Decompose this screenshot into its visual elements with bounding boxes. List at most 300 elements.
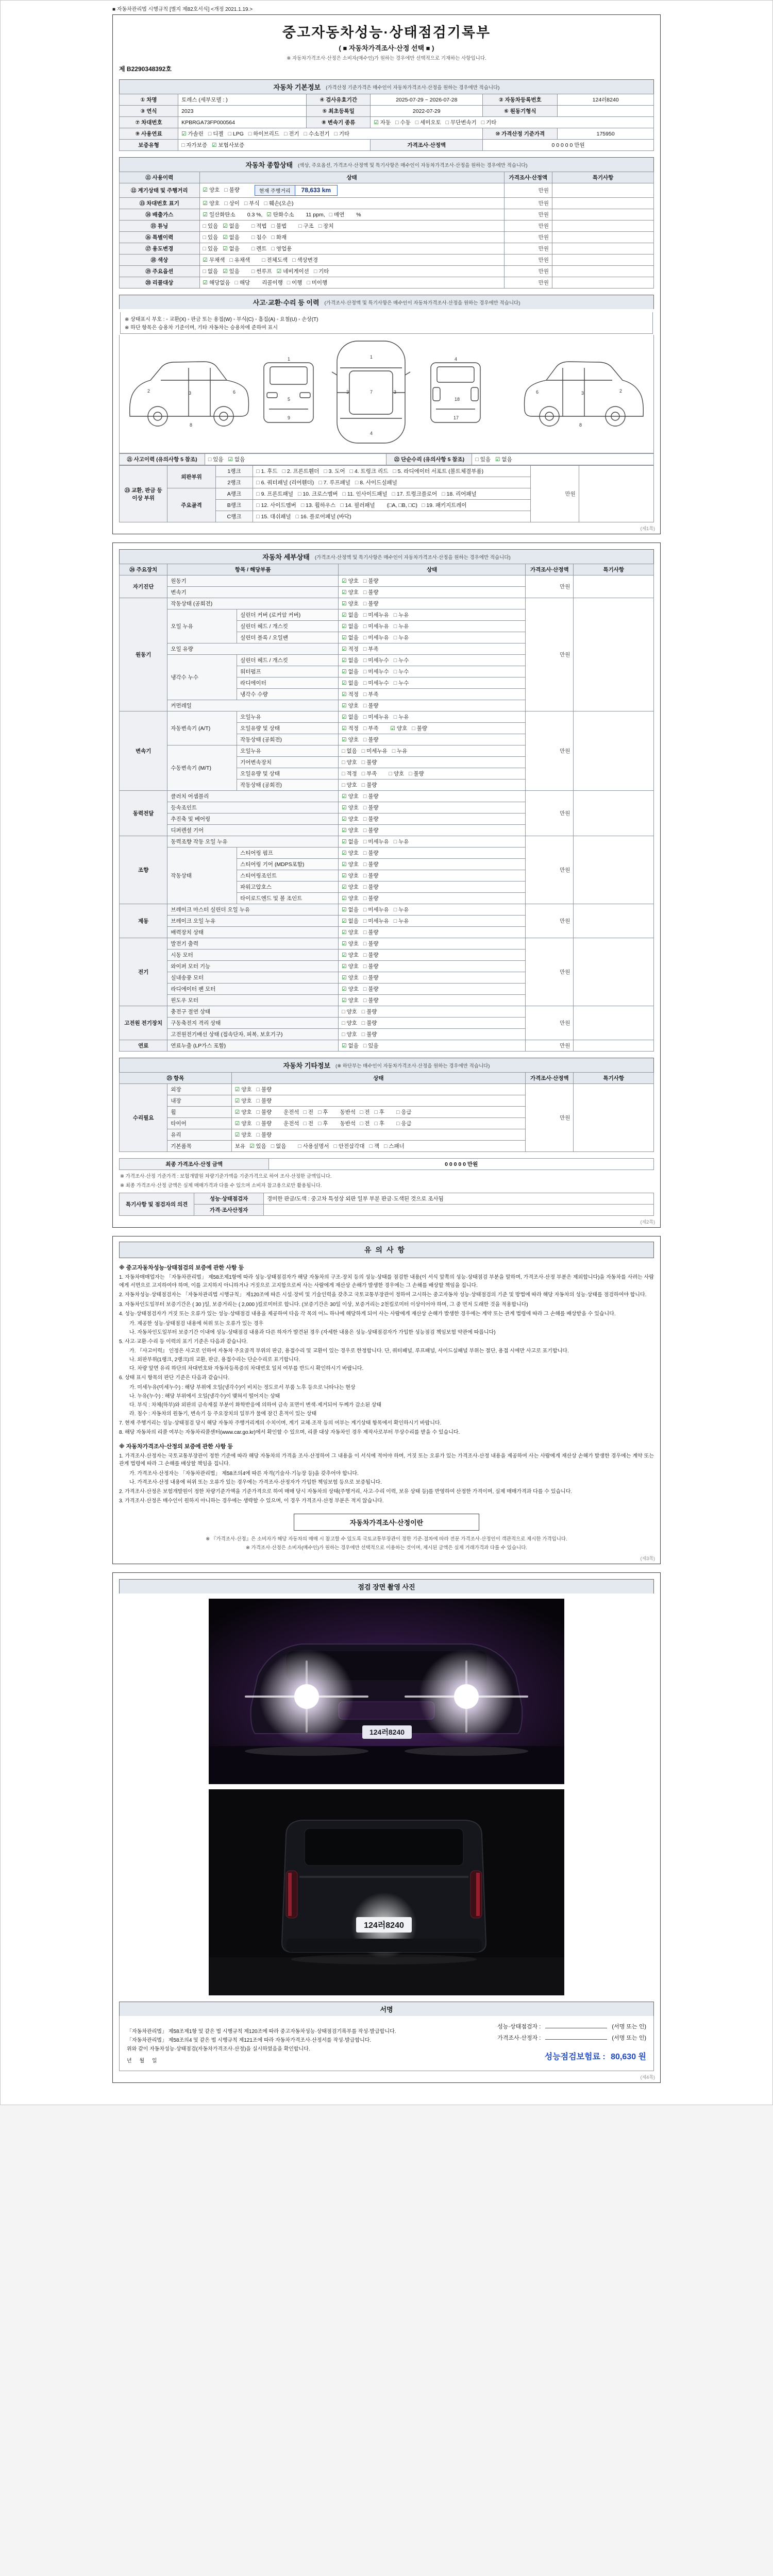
checkbox-checked: ☑ 없음: [342, 907, 359, 913]
checkbox-group: [181, 131, 354, 137]
checkbox-unchecked: □ 불량: [363, 895, 379, 902]
notice-line: 가. 『사고이력』 인정은 사고로 인하여 자동차 주요골격 부위의 판금, 용접수리 및 교환이 있는 경우로 한정합니다. 단, 쿼터패널, 루프패널, 사이드실패널 부위는 절단, 용접 시에만 사고로 표기합니다.: [129, 1348, 569, 1354]
checkbox-group: [287, 280, 332, 286]
checkbox-checked: ☑ 양호: [342, 601, 359, 607]
checkbox-checked: ☑ 적정: [342, 691, 359, 698]
checkbox-checked: ☑ 네비게이션: [276, 268, 309, 275]
checkbox-checked: ☑ 양호: [234, 1121, 252, 1127]
table-row: [120, 1073, 654, 1084]
table-cell: [339, 779, 526, 791]
checkbox-checked: ☑ 양호: [342, 895, 359, 902]
table-cell: 만원: [531, 466, 579, 522]
inspector-opinion-table: [119, 1193, 654, 1216]
table-cell: 수리필요: [120, 1084, 167, 1152]
checkbox-group: [342, 895, 383, 902]
table-cell: [339, 904, 526, 916]
inline-text: (□A, □B, □C): [386, 502, 417, 509]
svg-text:3: 3: [346, 389, 349, 395]
checkbox-unchecked: □ 전: [303, 1109, 314, 1115]
table-cell: 충전구 절연 상태: [167, 1006, 339, 1018]
table-row: [120, 94, 654, 106]
checkbox-checked: ☑ 없음: [342, 612, 359, 618]
table-cell: [253, 500, 531, 511]
checkbox-group: [256, 491, 481, 497]
checkbox-group: [298, 223, 338, 229]
checkbox-group: [256, 502, 379, 509]
checkbox-checked: ☑ 양호: [234, 1098, 252, 1104]
table-cell: [199, 243, 504, 255]
checkbox-group: [475, 456, 516, 463]
table-cell: [339, 711, 526, 723]
table-cell: 전기: [120, 938, 167, 1006]
checkbox-group: [251, 223, 291, 229]
column-header: 상태: [231, 1073, 525, 1084]
table-cell: 가격조사·산정액: [371, 140, 483, 151]
column-header: ⑪ 사용이력: [120, 172, 200, 183]
checkbox-unchecked: □ 디젤: [208, 131, 224, 137]
table-cell: [339, 848, 526, 859]
legend-line-2: ※ 하단 항목은 승용차 기준이며, 기타 자동차는 승용차에 준하여 표시: [125, 325, 278, 331]
table-cell: 스티어링 기어 (MDPS포함): [237, 859, 339, 870]
table-cell: [339, 666, 526, 677]
table-row: [120, 117, 654, 128]
table-cell: [552, 183, 653, 198]
table-cell: 휠: [167, 1107, 231, 1118]
checkbox-checked: ☑ 양호: [342, 827, 359, 834]
table-row: [120, 172, 654, 183]
table-cell: 최종 가격조사·산정 금액: [120, 1159, 269, 1170]
checkbox-group: [342, 646, 383, 652]
checkbox-checked: ☑ 적정: [342, 646, 359, 652]
checkbox-group: [181, 142, 249, 148]
odometer-box: [255, 185, 338, 196]
section-header-overall-state: [119, 157, 654, 172]
checkbox-checked: ☑ 양호: [234, 1109, 252, 1115]
table-cell: B랭크: [215, 500, 253, 511]
table-cell: 내장: [167, 1095, 231, 1107]
checkbox-unchecked: □ 있음: [203, 223, 219, 229]
checkbox-unchecked: □ 구조: [298, 223, 314, 229]
checkbox-unchecked: □ 8. 사이드실패널: [355, 480, 397, 486]
checkbox-unchecked: □ 12. 사이드멤버: [256, 502, 296, 509]
checkbox-unchecked: □ 부족: [361, 771, 377, 777]
checkbox-group: [342, 918, 413, 924]
final-price-note-1: ※ 가격조사·산정 기준가격 : 보험개발원 차량기준가액을 기준가격으로 하여 조사·산정한 금액입니다.: [120, 1174, 332, 1179]
checkbox-checked: ☑ 없음: [342, 680, 359, 686]
table-cell: 변속기: [167, 587, 339, 598]
table-cell: 124러8240: [558, 94, 654, 106]
signature-confirm-line: 위와 같이 자동차성능·상태점검(자동차가격조사·산정)을 실시하였음을 확인합니다.: [127, 2046, 310, 2052]
table-cell: 오일유량 및 상태: [237, 768, 339, 779]
checkbox-group: [203, 234, 244, 241]
table-cell: [339, 961, 526, 972]
table-cell: 제동: [120, 904, 167, 938]
checkbox-group: [396, 1121, 416, 1127]
checkbox-unchecked: □ 적정: [342, 771, 357, 777]
checkbox-unchecked: □ 불량: [361, 1020, 377, 1026]
section-header-basic-info: [119, 79, 654, 94]
checkbox-unchecked: □ 상이: [224, 200, 240, 207]
checkbox-unchecked: □ 불량: [363, 589, 379, 596]
checkbox-unchecked: □ 불량: [361, 1031, 377, 1038]
checkbox-group: [396, 1109, 416, 1115]
table-cell: 라디에이터: [237, 677, 339, 689]
checkbox-group: [342, 748, 412, 754]
checkbox-unchecked: □ 미이행: [307, 280, 328, 286]
table-cell: 만원: [504, 232, 552, 243]
table-cell: 2023: [178, 106, 307, 117]
checkbox-unchecked: □ 양호: [342, 759, 357, 766]
table-cell: ⑧ 변속기 종류: [306, 117, 370, 128]
table-row: [120, 106, 654, 117]
table-cell: [552, 255, 653, 266]
table-cell: 냉각수 누수: [167, 655, 237, 700]
checkbox-unchecked: □ 기타: [481, 120, 497, 126]
checkbox-unchecked: □ 부족: [363, 691, 379, 698]
table-cell: [231, 1107, 525, 1118]
table-cell: [552, 221, 653, 232]
table-cell: [339, 882, 526, 893]
checkbox-unchecked: □ 16. 플로어패널 (바닥): [295, 514, 351, 520]
inspection-photos: [119, 1599, 654, 1995]
checkbox-checked: ☑ 양호: [342, 986, 359, 992]
checkbox-group: [304, 1109, 333, 1115]
checkbox-unchecked: □ 사용설명서: [298, 1143, 329, 1149]
table-cell: 디퍼렌셜 기어: [167, 825, 339, 836]
table-cell: 만원: [526, 836, 574, 904]
signature-law-line-1: 「자동차관리법」 제58조제1항 및 같은 법 시행규칙 제120조에 따라 중고자동차성능·상태점검기록부를 작성·발급합니다.: [127, 2028, 396, 2035]
checkbox-group: [342, 850, 383, 856]
checkbox-group: [342, 1009, 381, 1015]
checkbox-unchecked: □ LPG: [228, 131, 244, 137]
checkbox-group: [342, 612, 413, 618]
checkbox-group: [342, 714, 413, 720]
checkbox-unchecked: □ 기타: [313, 268, 329, 275]
section-note: (가격산정 기준가격은 매수인이 자동차가격조사·산정을 원하는 경우에만 적습니다): [326, 84, 500, 91]
checkbox-group: [342, 1020, 381, 1026]
checkbox-unchecked: □ 미세누수: [363, 680, 389, 686]
checkbox-group: [203, 246, 244, 252]
checkbox-unchecked: □ 누유: [393, 714, 409, 720]
odometer-value: 78,633 km: [301, 187, 331, 194]
checkbox-group: [256, 468, 488, 474]
table-row: [120, 266, 654, 277]
checkbox-unchecked: □ 전기: [283, 131, 299, 137]
checkbox-group: [256, 480, 402, 486]
svg-text:4: 4: [370, 431, 373, 436]
checkbox-group: [374, 120, 501, 126]
table-row: [120, 1193, 654, 1205]
checkbox-unchecked: □ 불량: [256, 1121, 272, 1127]
table-cell: [339, 745, 526, 757]
table-cell: [253, 466, 531, 477]
checkbox-unchecked: □ 2. 프론트휀더: [282, 468, 320, 474]
table-cell: ③ 연식: [120, 106, 178, 117]
checkbox-checked: ☑ 없음: [223, 223, 240, 229]
table-cell: [205, 454, 386, 465]
table-cell: 오일유량 및 상태: [237, 723, 339, 734]
checkbox-unchecked: □ 후: [374, 1121, 384, 1127]
checkbox-unchecked: □ 10. 크로스멤버: [297, 491, 338, 497]
notice-line: 2. 가격조사·산정은 보험개발원이 정한 차량기준가액을 기준가격으로 하여 매매 당시 자동차의 상태(주행거리, 사고·수리 이력, 보유 상태 등)를 반영하여 산정한 가격이며, 실제 매매가격과 다를 수 있습니다.: [119, 1488, 573, 1495]
column-header: 가격조사·산정액: [526, 1073, 574, 1084]
checkbox-unchecked: □ 응급: [396, 1121, 412, 1127]
fee-label: 성능점검보험료 :: [544, 2052, 606, 2061]
checkbox-unchecked: □ 누유: [393, 623, 409, 630]
table-cell: 만원: [526, 938, 574, 1006]
table-cell: [339, 893, 526, 904]
table-cell: 실린더 헤드 / 개스킷: [237, 621, 339, 632]
table-cell: 발전기 출력: [167, 938, 339, 950]
table-cell: [199, 232, 504, 243]
checkbox-checked: ☑ 양호: [342, 737, 359, 743]
checkbox-group: [342, 635, 413, 641]
table-cell: ⑰ 용도변경: [120, 243, 200, 255]
table-cell: [574, 1006, 654, 1040]
checkbox-unchecked: □ 6. 쿼터패널 (리어휀더): [256, 480, 314, 486]
checkbox-unchecked: □ 없음: [342, 748, 357, 754]
table-cell: [199, 255, 504, 266]
table-cell: [574, 1040, 654, 1052]
checkbox-unchecked: □ 11. 인사이드패널: [342, 491, 388, 497]
photo-front-view: [209, 1599, 564, 1784]
table-cell: 외판부위: [167, 466, 215, 488]
table-cell: 고전원 전기장치: [120, 1006, 167, 1040]
checkbox-unchecked: □ 미세누유: [363, 907, 389, 913]
table-row: [120, 140, 654, 151]
checkbox-checked: ☑ 자동: [374, 120, 391, 126]
checkbox-group: [360, 1121, 389, 1127]
inline-text: %: [356, 212, 361, 218]
svg-text:3: 3: [189, 391, 192, 396]
checkbox-group: [342, 657, 413, 664]
checkbox-group: [208, 456, 249, 463]
page-2: [112, 543, 661, 1228]
checkbox-checked: ☑ 없음: [342, 669, 359, 675]
checkbox-unchecked: □ 부식: [244, 200, 260, 207]
checkbox-unchecked: □ 미세누유: [361, 748, 388, 754]
checkbox-unchecked: □ 불량: [363, 816, 379, 822]
checkbox-unchecked: □ 없음: [271, 1143, 287, 1149]
checkbox-unchecked: □ 양호: [342, 1009, 357, 1015]
checkbox-unchecked: □ 유채색: [229, 257, 250, 263]
table-cell: 와이퍼 모터 기능: [167, 961, 339, 972]
table-cell: [339, 768, 526, 779]
notice-line: 4. 성능·상태점검자가 거짓 또는 오류가 있는 성능·상태점검 내용을 제공하여 다음 각 목의 어느 하나에 해당하게 되어 사는 사람에게 재산상 손해가 발생한 경우에는 계약 또는 관계 법령에 따라 그 손해를 배상받을 수 있습니다.: [119, 1311, 616, 1317]
table-cell: ㉑ 사고이력 (유의사항 5 참조): [120, 454, 205, 465]
table-cell: 윈도우 모터: [167, 995, 339, 1006]
checkbox-group: [235, 1109, 276, 1115]
checkbox-unchecked: □ 불량: [363, 929, 379, 936]
checkbox-unchecked: □ 수동: [395, 120, 411, 126]
table-cell: [574, 904, 654, 938]
inline-text: 리콜이행: [262, 280, 283, 286]
checkbox-group: [342, 771, 381, 777]
checkbox-group: [256, 514, 356, 520]
table-row: [120, 454, 654, 465]
checkbox-unchecked: □ 있음: [475, 456, 491, 463]
page-title: 중고자동차성능·상태점검기록부: [282, 25, 491, 40]
checkbox-unchecked: □ 잭: [369, 1143, 380, 1149]
checkbox-group: [342, 827, 383, 834]
table-cell: [199, 266, 504, 277]
table-cell: [339, 972, 526, 984]
notice-line: 1. 가격조사·산정자는 국토교통부장관이 정한 기준에 따라 해당 자동차의 가격을 조사·산정하여 그 내용을 이 서식에 적어야 하며, 거짓 또는 오류가 있는 가격조사·산정 내용을 제공하여 사는 사람에게 재산상 손해가 발생한 경우에는 계약 또는 관계 법령에 따라 그 손해를 배상할 책임을 집니다.: [119, 1453, 654, 1467]
table-row: [120, 904, 654, 916]
table-cell: 커먼레일: [167, 700, 339, 711]
table-cell: [339, 802, 526, 814]
table-row: [120, 183, 654, 198]
table-cell: 스티어링 펌프: [237, 848, 339, 859]
table-cell: 등속조인트: [167, 802, 339, 814]
section-header-signature: [119, 2002, 654, 2016]
table-cell: ⑤ 최초등록일: [306, 106, 370, 117]
checkbox-group: [342, 793, 383, 800]
checkbox-unchecked: □ 전: [360, 1121, 370, 1127]
table-cell: [339, 859, 526, 870]
checkbox-unchecked: □ 미세누수: [363, 669, 389, 675]
inspector-seal-label: (서명 또는 인): [612, 2023, 646, 2030]
checkbox-checked: ☑ 양호: [203, 200, 220, 207]
notice-line: 라. 침수 : 자동차의 원동기, 변속기 등 주요장치의 일부가 물에 잠긴 흔적이 있는 상태: [129, 1411, 317, 1417]
checkbox-group: [342, 873, 383, 879]
appraiser-seal-label: (서명 또는 인): [612, 2035, 646, 2041]
checkbox-unchecked: □ 불량: [363, 941, 379, 947]
table-cell: [231, 1095, 525, 1107]
table-cell: [552, 277, 653, 289]
svg-text:2: 2: [147, 388, 150, 394]
final-price-table: [119, 1158, 654, 1170]
checkbox-unchecked: □ 7. 루프패널: [318, 480, 350, 486]
checkbox-checked: ☑ 무채색: [203, 257, 225, 263]
table-cell: 만원: [504, 183, 552, 198]
section-note: (가격조사·산정액 및 특기사항은 매수인이 자동차가격조사·산정을 원하는 경우에만 적습니다): [314, 554, 511, 561]
table-cell: [263, 1205, 653, 1216]
table-cell: 만원: [526, 1084, 574, 1152]
table-cell: [339, 950, 526, 961]
checkbox-group: [342, 737, 383, 743]
checkbox-unchecked: □ 후: [374, 1109, 384, 1115]
checkbox-group: [342, 601, 383, 607]
table-cell: 냉각수 수량: [237, 689, 339, 700]
table-cell: 동력전달: [120, 791, 167, 836]
table-cell: [339, 700, 526, 711]
price-definition-box: [294, 1514, 479, 1531]
table-row: [120, 575, 654, 587]
table-cell: [339, 870, 526, 882]
checkbox-checked: ☑ 가솔린: [181, 131, 204, 137]
table-cell: 실내송풍 모터: [167, 972, 339, 984]
table-cell: [552, 198, 653, 209]
checkbox-unchecked: □ 전체도색: [262, 257, 288, 263]
table-cell: 토레스 (세부모델 : ): [178, 94, 307, 106]
appraiser-signature-line: [545, 2039, 607, 2040]
checkbox-group: [360, 1109, 389, 1115]
table-row: [120, 1084, 654, 1095]
checkbox-group: [342, 703, 383, 709]
inline-text: 동반석: [340, 1121, 356, 1127]
checkbox-unchecked: □ 응급: [396, 1109, 412, 1115]
checkbox-unchecked: □ 세미오토: [415, 120, 441, 126]
checkbox-checked: ☑ 양호: [342, 997, 359, 1004]
table-row: [120, 1006, 654, 1018]
checkbox-unchecked: □ 양호: [342, 1020, 357, 1026]
checkbox-checked: ☑ 양호: [342, 816, 359, 822]
table-cell: 고전원전기배선 상태 (접속단자, 피복, 보호기구): [167, 1029, 339, 1040]
checkbox-unchecked: □ 색상변경: [292, 257, 318, 263]
checkbox-unchecked: □ 수소전기: [304, 131, 330, 137]
table-cell: ㉓ 교환, 판금 등 이상 부위: [120, 466, 167, 522]
checkbox-unchecked: □ 불량: [361, 759, 377, 766]
checkbox-checked: ☑ 양호: [342, 873, 359, 879]
checkbox-unchecked: □ 미세누유: [363, 918, 389, 924]
checkbox-unchecked: □ 자가보증: [181, 142, 207, 148]
checkbox-unchecked: □ 누유: [393, 839, 409, 845]
table-cell: 2022-07-29: [371, 106, 483, 117]
table-cell: [339, 609, 526, 621]
table-cell: ① 차명: [120, 94, 178, 106]
table-cell: ⑨ 사용연료: [120, 128, 178, 140]
table-cell: 유리: [167, 1129, 231, 1141]
checkbox-checked: ☑ 없음: [342, 635, 359, 641]
checkbox-unchecked: □ 누유: [393, 635, 409, 641]
checkbox-checked: ☑ 양호: [342, 793, 359, 800]
table-cell: 수동변속기 (M/T): [167, 745, 237, 791]
price-definition-note-1: ※ 『가격조사·산정』은 소비자가 해당 자동차의 매매 시 참고할 수 있도록 국토교통부장관이 정한 기준·절차에 따라 전문 가격조사·산정인이 객관적으로 제시한 가격입니다.: [206, 1536, 567, 1542]
table-cell: 0 0 0 0 0 만원: [483, 140, 654, 151]
checkbox-unchecked: □ 불량: [256, 1098, 272, 1104]
checkbox-unchecked: □ 화재: [271, 234, 287, 241]
table-cell: [339, 643, 526, 655]
checkbox-group: [391, 725, 432, 732]
svg-text:6: 6: [233, 389, 236, 395]
page-marker: (제2쪽): [640, 1219, 655, 1225]
checkbox-group: [203, 257, 255, 263]
column-header: ㉔ 주요장치: [120, 564, 167, 575]
table-cell: 만원: [504, 221, 552, 232]
checkbox-unchecked: □ 누유: [393, 612, 409, 618]
svg-text:1: 1: [288, 357, 291, 362]
checkbox-group: [342, 975, 383, 981]
checkbox-group: [251, 234, 291, 241]
checkbox-checked: ☑ 적정: [342, 725, 359, 732]
table-cell: 스티어링조인트: [237, 870, 339, 882]
checkbox-unchecked: □ 불량: [363, 975, 379, 981]
checkbox-unchecked: □ 13. 휠하우스: [300, 502, 336, 509]
checkbox-unchecked: □ 17. 트렁크플로어: [392, 491, 438, 497]
photo-rear-view: [209, 1789, 564, 1995]
checkbox-unchecked: □ 9. 프론트패널: [256, 491, 293, 497]
overall-state-table: [119, 172, 654, 289]
table-cell: 만원: [526, 791, 574, 836]
checkbox-group: [342, 691, 383, 698]
table-cell: [339, 1018, 526, 1029]
column-header: 특기사항: [574, 564, 654, 575]
checkbox-unchecked: □ 침수: [251, 234, 267, 241]
checkbox-unchecked: □ 훼손(오손): [264, 200, 294, 207]
table-cell: 주요골격: [167, 488, 215, 522]
table-cell: [472, 454, 654, 465]
svg-text:7: 7: [370, 389, 373, 395]
table-cell: 외장: [167, 1084, 231, 1095]
section-title: 자동차 기타정보: [283, 1062, 331, 1070]
column-header: 특기사항: [574, 1073, 654, 1084]
table-row: [120, 128, 654, 140]
checkbox-group: [342, 952, 383, 958]
checkbox-checked: ☑ 없음: [342, 657, 359, 664]
table-cell: 만원: [526, 711, 574, 791]
table-cell: 조향: [120, 836, 167, 904]
